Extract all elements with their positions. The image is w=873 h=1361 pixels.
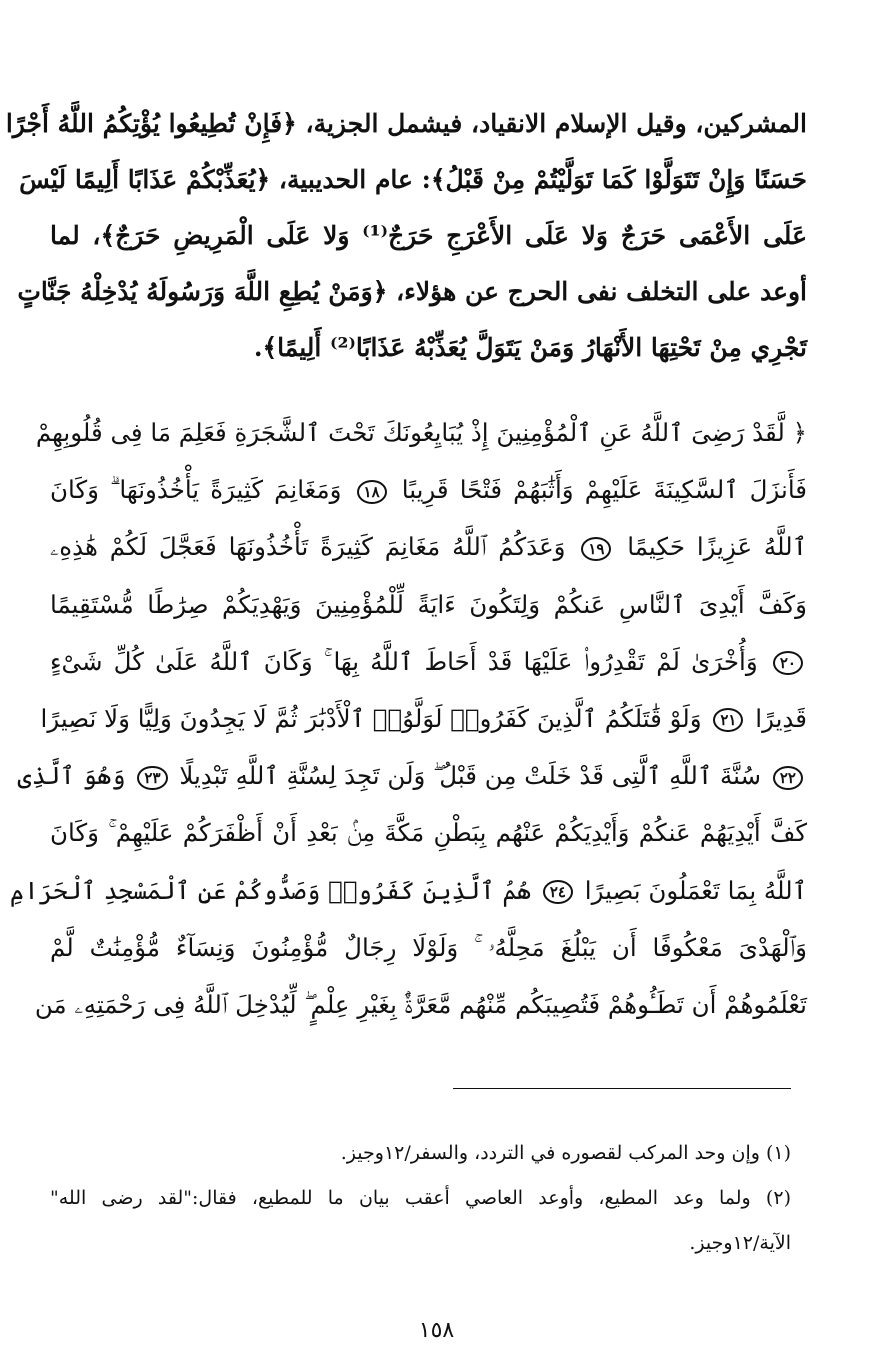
quran-line <box>50 919 807 976</box>
commentary-line: تَجْرِي مِنْ تَحْتِهَا الأَنْهَارُ وَمَنْ يَتَوَلَّ يُعَذِّبْهُ عَذَابًا⁽²⁾ أَلِيمًا﴾. <box>253 333 807 362</box>
verse-text: سُنَّةَ ٱللَّهِ ٱلَّتِى قَدْ خَلَتْ مِن قَبْلُ ۖ وَلَن تَجِدَ لِسُنَّةِ ٱللَّهِ تَبْدِيلًا <box>179 761 762 791</box>
commentary-line: حَسَنًا وَإِنْ تَتَوَلَّوْا كَمَا تَوَلَّيْتُمْ مِنْ قَبْلُ﴾: عام الحديبية، ﴿يُعَذِّبْكُمْ عَذَابًا أَلِيمًا لَيْسَ <box>19 165 807 194</box>
ayah-number-marker: ٢٠ <box>773 651 803 675</box>
quran-line <box>50 633 807 690</box>
verse-text: وَعَدَكُمُ ٱللَّهُ مَغَانِمَ كَثِيرَةً تَأْخُذُونَهَا فَعَجَّلَ لَكُمْ هَٰذِهِۦ <box>50 532 566 562</box>
commentary-line: المشركين، وقيل الإسلام الانقياد، فيشمل الجزية، ﴿فَإِنْ تُطِيعُوا يُؤْتِكُمُ اللَّهُ أَجْرًا <box>5 109 807 138</box>
quran-line <box>34 976 807 1033</box>
verse-text: وَأُخْرَىٰ لَمْ تَقْدِرُوا۟ عَلَيْهَا قَدْ أَحَاطَ ٱللَّهُ بِهَا ۚ وَكَانَ ٱللَّهُ عَلَىٰ كُلِّ شَىْءٍ <box>50 646 758 676</box>
verse-text: فَأَنزَلَ ٱلسَّكِينَةَ عَلَيْهِمْ وَأَثَٰبَهُمْ فَتْحًا قَرِيبًا <box>401 475 807 505</box>
footnote-1: (١) وإن وحد المركب لقصوره في التردد، والسفر/١٢وجيز. <box>340 1142 791 1164</box>
verse-text: هُمُ ٱلَّذِينَ كَفَرُوا۟ وَصَدُّوكُمْ عَنِ ٱلْمَسْجِدِ ٱلْحَرَامِ <box>9 875 532 905</box>
quran-line <box>50 518 807 575</box>
quran-line <box>17 747 807 804</box>
page-number: ١٥٨ <box>418 1318 455 1343</box>
quran-line <box>50 804 807 861</box>
quran-line <box>50 576 807 633</box>
ayah-number-marker: ٢٢ <box>773 766 803 790</box>
quran-line <box>35 404 807 461</box>
ayah-number-marker: ٢٣ <box>137 766 167 790</box>
verse-text: ٱللَّهُ بِمَا تَعْمَلُونَ بَصِيرًا <box>584 875 807 905</box>
footnote-2-continued: الآية/١٢وجيز. <box>689 1232 791 1254</box>
commentary-line: أوعد على التخلف نفى الحرج عن هؤلاء، ﴿وَمَنْ يُطِعِ اللَّهَ وَرَسُولَهُ يُدْخِلْهُ جَنَّاتٍ <box>17 277 807 306</box>
verse-text: كَفَّ أَيْدِيَهُمْ عَنكُمْ وَأَيْدِيَكُمْ عَنْهُم بِبَطْنِ مَكَّةَ مِنۢ بَعْدِ أَنْ أَظْفَرَكُمْ عَلَيْهِمْ ۚ وَكَانَ <box>50 818 807 848</box>
verse-text: قَدِيرًا <box>755 703 807 733</box>
verse-text: وَمَغَانِمَ كَثِيرَةً يَأْخُذُونَهَا ۗ وَكَانَ <box>50 475 342 505</box>
ayah-number-marker: ٢٤ <box>543 880 573 904</box>
ayah-number-marker: ٢١ <box>713 708 743 732</box>
commentary-line: عَلَى الأَعْمَى حَرَجٌ وَلا عَلَى الأَعْرَجِ حَرَجٌ⁽¹⁾ وَلا عَلَى الْمَرِيضِ حَرَجٌ﴾، لما <box>50 221 808 250</box>
footnote-divider <box>453 1088 791 1089</box>
verse-text: وَلَوْ قَٰتَلَكُمُ ٱلَّذِينَ كَفَرُوا۟ لَوَلَّوُا۟ ٱلْأَدْبَٰرَ ثُمَّ لَا يَجِدُونَ وَلِيًّا وَلَا نَصِيرًا <box>40 703 702 733</box>
quran-line <box>9 862 807 919</box>
ayah-number-marker: ١٨ <box>357 480 387 504</box>
commentary-text <box>5 96 808 376</box>
verse-text: ﴿ لَّقَدْ رَضِىَ ٱللَّهُ عَنِ ٱلْمُؤْمِنِينَ إِذْ يُبَايِعُونَكَ تَحْتَ ٱلشَّجَرَةِ فَعَلِمَ مَا فِى قُلُوبِهِمْ <box>35 418 807 447</box>
verse-text: وَكَفَّ أَيْدِىَ ٱلنَّاسِ عَنكُمْ وَلِتَكُونَ ءَايَةً لِّلْمُؤْمِنِينَ وَيَهْدِيَكُمْ صِرَٰطًا مُّسْتَقِيمًا <box>50 589 807 619</box>
quran-verses-block <box>9 404 807 1033</box>
ayah-number-marker: ١٩ <box>581 537 611 561</box>
footnote-2: (٢) ولما وعد المطيع، وأوعد العاصي أعقب بيان ما للمطيع، فقال:"لقد رضى الله" <box>50 1187 791 1209</box>
quran-line <box>50 461 807 518</box>
verse-text: وَٱلْهَدْىَ مَعْكُوفًا أَن يَبْلُغَ مَحِلَّهُۥ ۚ وَلَوْلَا رِجَالٌ مُّؤْمِنُونَ وَنِسَآءٌ مُّؤْمِنَٰتٌ لَّمْ <box>50 932 807 962</box>
verse-text: تَعْلَمُوهُمْ أَن تَطَـُٔوهُمْ فَتُصِيبَكُم مِّنْهُم مَّعَرَّةٌۢ بِغَيْرِ عِلْمٍ ۖ لِّيُدْخِلَ ٱللَّهُ فِى رَحْمَتِهِۦ مَن <box>34 989 807 1019</box>
verse-text: ٱللَّهُ عَزِيزًا حَكِيمًا <box>627 532 807 562</box>
footnotes <box>50 1131 791 1266</box>
quran-line <box>40 690 807 747</box>
verse-text: وَهُوَ ٱلَّذِى <box>17 761 126 791</box>
